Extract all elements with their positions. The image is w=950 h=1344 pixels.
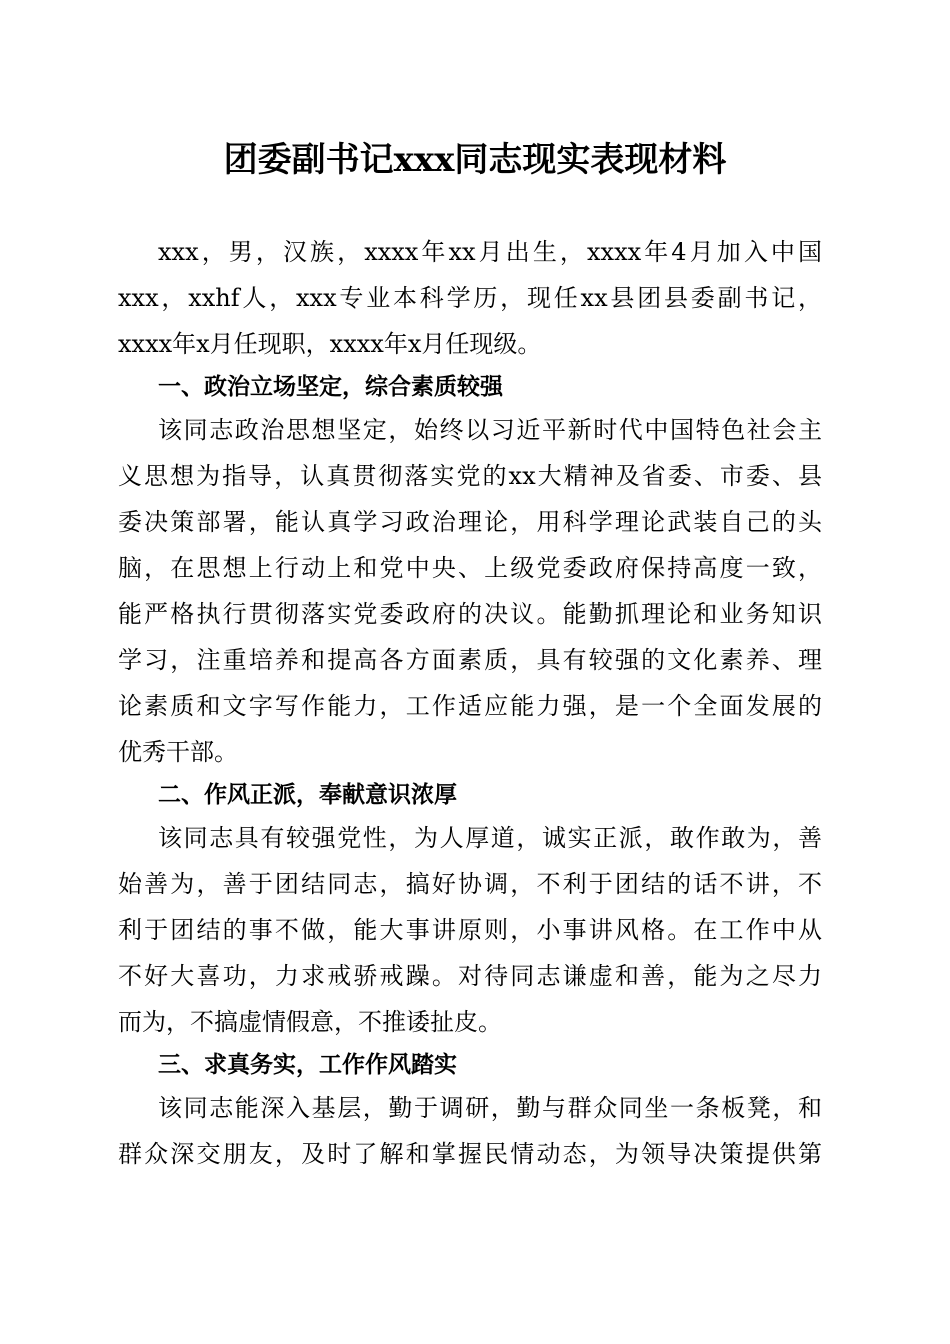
section-3-line: 该同志能深入基层，勤于调研，勤与群众同坐一条板凳，和	[158, 1094, 822, 1122]
section-1-line: 学习，注重培养和提高各方面素质，具有较强的文化素养、理	[118, 646, 822, 674]
section-1-line: 脑，在思想上行动上和党中央、上级党委政府保持高度一致，	[118, 554, 822, 582]
section-2-heading: 二、作风正派，奉献意识浓厚	[158, 782, 457, 808]
section-3-heading: 三、求真务实，工作作风踏实	[158, 1052, 457, 1078]
section-1-line: 能严格执行贯彻落实党委政府的决议。能勤抓理论和业务知识	[118, 600, 822, 628]
section-2-line: 而为，不搞虚情假意，不推诿扯皮。	[118, 1008, 502, 1036]
section-1-line: 委决策部署，能认真学习政治理论，用科学理论武装自己的头	[118, 508, 822, 536]
section-1-line: 义思想为指导，认真贯彻落实党的xx大精神及省委、市委、县	[118, 462, 822, 490]
intro-line-2: xxx，xxhf人，xxx专业本科学历，现任xx县团县委副书记，	[118, 284, 822, 312]
section-2-line: 始善为，善于团结同志，搞好协调，不利于团结的话不讲，不	[118, 870, 822, 898]
section-1-line: 论素质和文字写作能力，工作适应能力强，是一个全面发展的	[118, 692, 822, 720]
section-2-line: 不好大喜功，力求戒骄戒躁。对待同志谦虚和善，能为之尽力	[118, 962, 822, 990]
section-3-line: 群众深交朋友，及时了解和掌握民情动态，为领导决策提供第	[118, 1140, 822, 1168]
intro-line-1: xxx，男，汉族，xxxx年xx月出生，xxxx年4月加入中国	[158, 238, 822, 266]
section-1-line: 优秀干部。	[118, 738, 238, 766]
intro-line-3: xxxx年x月任现职，xxxx年x月任现级。	[118, 330, 542, 358]
section-1-line: 该同志政治思想坚定，始终以习近平新时代中国特色社会主	[158, 416, 822, 444]
document-title: 团委副书记xxx同志现实表现材料	[223, 140, 727, 180]
section-2-line: 该同志具有较强党性，为人厚道，诚实正派，敢作敢为，善	[158, 824, 822, 852]
section-2-line: 利于团结的事不做，能大事讲原则，小事讲风格。在工作中从	[118, 916, 822, 944]
section-1-heading: 一、政治立场坚定，综合素质较强	[158, 374, 503, 400]
